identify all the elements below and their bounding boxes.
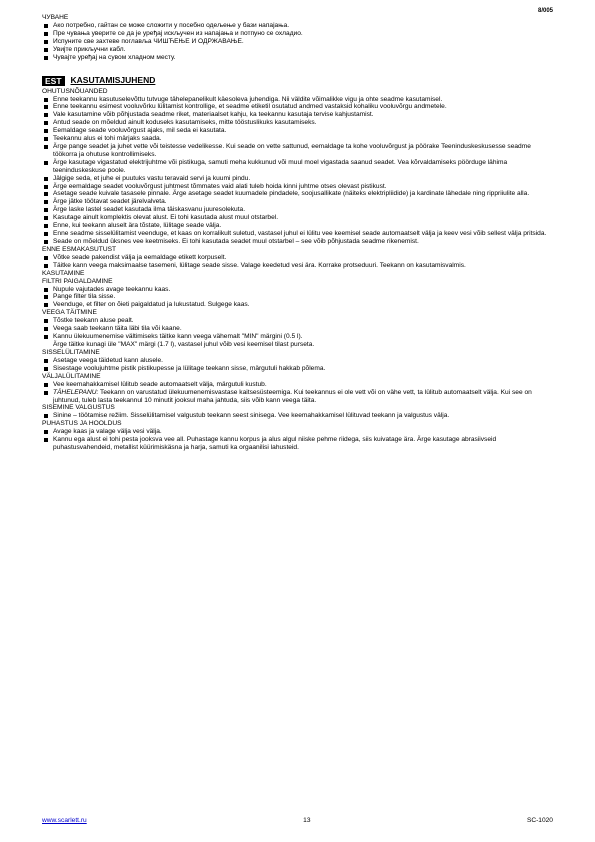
list-item: Enne, kui teekann aluselt ära tõstate, lülitage seade välja. <box>42 222 553 230</box>
page-number: 13 <box>303 817 311 824</box>
note-label: TÄHELEPANU: <box>53 388 99 396</box>
list-item: Sinine – töötamise režiim. Sisselülitamisel valgustub teekann seest sinisega. Vee keemahakkamisel lülituvad teekann ja valgustus välja. <box>42 412 553 420</box>
list-item: Ärge kasutage vigastatud elektrijuhtme või pistikuga, samuti meha kukkunud või muul moel vigastada saanud seadet. Vea kõrvaldamiseks pöörduge lähima teeninduskeskuse poole. <box>42 159 553 175</box>
note-item <box>42 389 553 405</box>
corner-label: 8/005 <box>537 8 553 14</box>
list-item: Asetage seade kuivale tasasele pinnale. Ärge asetage seadet kuumadele pindadele, soojusallikate (näiteks elektripliidide) ja kardinate lähedale ning rippriiulite alla. <box>42 190 553 198</box>
list-item: Vale kasutamine võib põhjustada seadme riket, materiaalset kahju, ka teekannu kasutaja tervise kahjustamist. <box>42 111 553 119</box>
list-item: Ärge laske lastel seadet kasutada ilma täiskasvanu juuresolekuta. <box>42 206 553 214</box>
switch-off-heading: VÄLJALÜLITAMINE <box>42 372 101 380</box>
list-item: Ärge jätke töötavat seadet järelvalveta. <box>42 198 553 206</box>
list-item: Antud seade on mõeldud ainult koduseks kasutamiseks, mitte tööstuslikuks kasutamiseks. <box>42 119 553 127</box>
list-item: Enne teekannu kasutuselevõttu tutvuge tähelepanelikult käesoleva juhendiga. Nii väldite võimalikke vigu ja ohte seadme kasutamisel. <box>42 96 553 104</box>
storage-list-sr <box>42 22 553 62</box>
list-item: Испуните све захтеве поглавља ЧИШЋЕЊЕ И ОДРЖАВАЊЕ. <box>42 38 553 46</box>
safety-heading: OHUTUSNÕUANDED <box>42 87 108 95</box>
internal-light-heading: SISEMINE VALGUSTUS <box>42 404 115 412</box>
list-item: Avage kaas ja valage välja vesi välja. <box>42 428 553 436</box>
list-item: Seade on mõeldud üksnes vee keetmiseks. Ei tohi kasutada seadet muul otstarbel – see võib põhjustada seadme rikenemist. <box>42 238 553 246</box>
filter-heading: FILTRI PAIGALDAMINE <box>42 277 113 285</box>
language-badge: EST <box>42 76 65 86</box>
list-item: Ärge pange seadet ja juhet vette või teistesse vedelikesse. Kui seade on vette sattunud, eemaldage ta kohe vooluvõrgust ja pöörake Teeninduskeskusesse seadme töökorra ja ohutuse kontrollimiseks. <box>42 143 553 159</box>
model-number: SC-1020 <box>526 817 553 824</box>
internal-light-list <box>42 412 553 420</box>
list-item: Ако потребно, гайтан се може сложити у посебно одељење у бази напајања. <box>42 22 553 30</box>
list-item: Sisestage voolujuhtme pistik pistikupesse ja lülitage teekann sisse, märgutuli hakkab põlema. <box>42 365 553 373</box>
list-item: Enne teekannu esimest vooluvõrku lülitamist kontrollige, et seadme etiketil osutatud andmed vastaksid kohaliku vooluvõrgu andmetele. <box>42 103 553 111</box>
list-item: Vee keemahakkamisel lülitub seade automaatselt välja, märgutuli kustub. <box>42 381 553 389</box>
list-item: Asetage veega täidetud kann alusele. <box>42 357 553 365</box>
list-item: Kasutage ainult komplektis olevat alust. Ei tohi kasutada alust muul otstarbel. <box>42 214 553 222</box>
note-text: Teekann on varustatud ülekuumenemisvastase kaitsesüsteemiga. Kui teekannus ei ole vett või on vähe vett, ta lülitub automaatselt välja. Kui see on juhtunud, tuleb lasta teekannul 10 minutit jooksul maha jahtuda, siis võib kann veega täita. <box>53 388 532 404</box>
list-item: Teekannu alus ei tohi märjaks saada. <box>42 135 553 143</box>
list-item: Tõstke teekann aluse pealt. <box>42 317 553 325</box>
list-item: Võtke seade pakendist välja ja eemaldage etikett korpuselt. <box>42 254 553 262</box>
water-filling-list <box>42 317 553 349</box>
list-item: Чувајте уређај на сувом хладном месту. <box>42 54 553 62</box>
list-item: Увијте прикључни кабл. <box>42 46 553 54</box>
list-item: Veega saab teekann täita läbi tila või kaane. <box>42 325 553 333</box>
before-first-use-heading: ENNE ESMAKASUTUST <box>42 245 117 253</box>
switch-off-list <box>42 381 553 405</box>
list-item: Enne seadme sisselülitamist veenduge, et kaas on korralikult suletud, vastasel juhul ei lülitu vee keemisel seade automaatselt välja ja keev vesi võib sellest välja pritsida. <box>42 230 553 238</box>
est-section-header <box>42 76 553 86</box>
list-item: Ärge eemaldage seadet vooluvõrgust juhtmest tõmmates vaid alati tuleb hoida kinni juhtme otses olevast pistikust. <box>42 183 553 191</box>
safety-list <box>42 96 553 246</box>
website-link[interactable]: www.scarlett.ru <box>42 817 87 824</box>
list-item: Nupule vajutades avage teekannu kaas. <box>42 286 553 294</box>
switch-on-heading: SISSELÜLITAMINE <box>42 348 100 356</box>
water-filling-heading: VEEGA TÄITMINE <box>42 309 97 317</box>
cleaning-heading: PUHASTUS JA HOOLDUS <box>42 420 122 428</box>
cleaning-list <box>42 428 553 452</box>
list-item: Pange filter tila sisse. <box>42 293 553 301</box>
list-item: Veenduge, et filter on õieti paigaldatud ja lukustatud. Sulgege kaas. <box>42 301 553 309</box>
list-item: Jälgige seda, et juhe ei puutuks vastu teravaid servi ja kuumi pindu. <box>42 175 553 183</box>
list-item: Пре чувања уверите се да је уређај искључен из напајања и потпуно се охладио. <box>42 30 553 38</box>
before-first-use-list <box>42 254 553 270</box>
switch-on-list <box>42 357 553 373</box>
page-footer <box>42 817 553 824</box>
list-item: Kannu ega alust ei tohi pesta jooksva vee all. Puhastage kannu korpus ja alus algul niiske pehme riidega, siis kuivatage ära. Ärge kasutage abrasiivseid puhastusvahendeid, metallist küürimiskäsna ja harja, samuti ka orgaanilisi lahusteid. <box>42 436 553 452</box>
use-heading: KASUTAMINE <box>42 269 85 277</box>
storage-heading-sr: ЧУВАНЕ <box>42 14 69 21</box>
filter-list <box>42 286 553 310</box>
list-item: Kannu ülekuumenemise vältimiseks täitke kann veega vähemalt "MIN" märgini (0.5 l). Ärge täitke kunagi üle "MAX" märgi (1.7 l), vastasel juhul võib vesi keemisel tilast purseta. <box>42 333 553 349</box>
list-item: Eemaldage seade vooluvõrgust ajaks, mil seda ei kasutata. <box>42 127 553 135</box>
page-content <box>42 14 553 452</box>
section-title: KASUTAMISJUHEND <box>70 74 156 85</box>
list-item: Täitke kann veega maksimaalse tasemeni, lülitage seade sisse. Valage keedetud vesi ära. Korrake protseduuri. Teekann on kasutamisvalmis. <box>42 262 553 270</box>
